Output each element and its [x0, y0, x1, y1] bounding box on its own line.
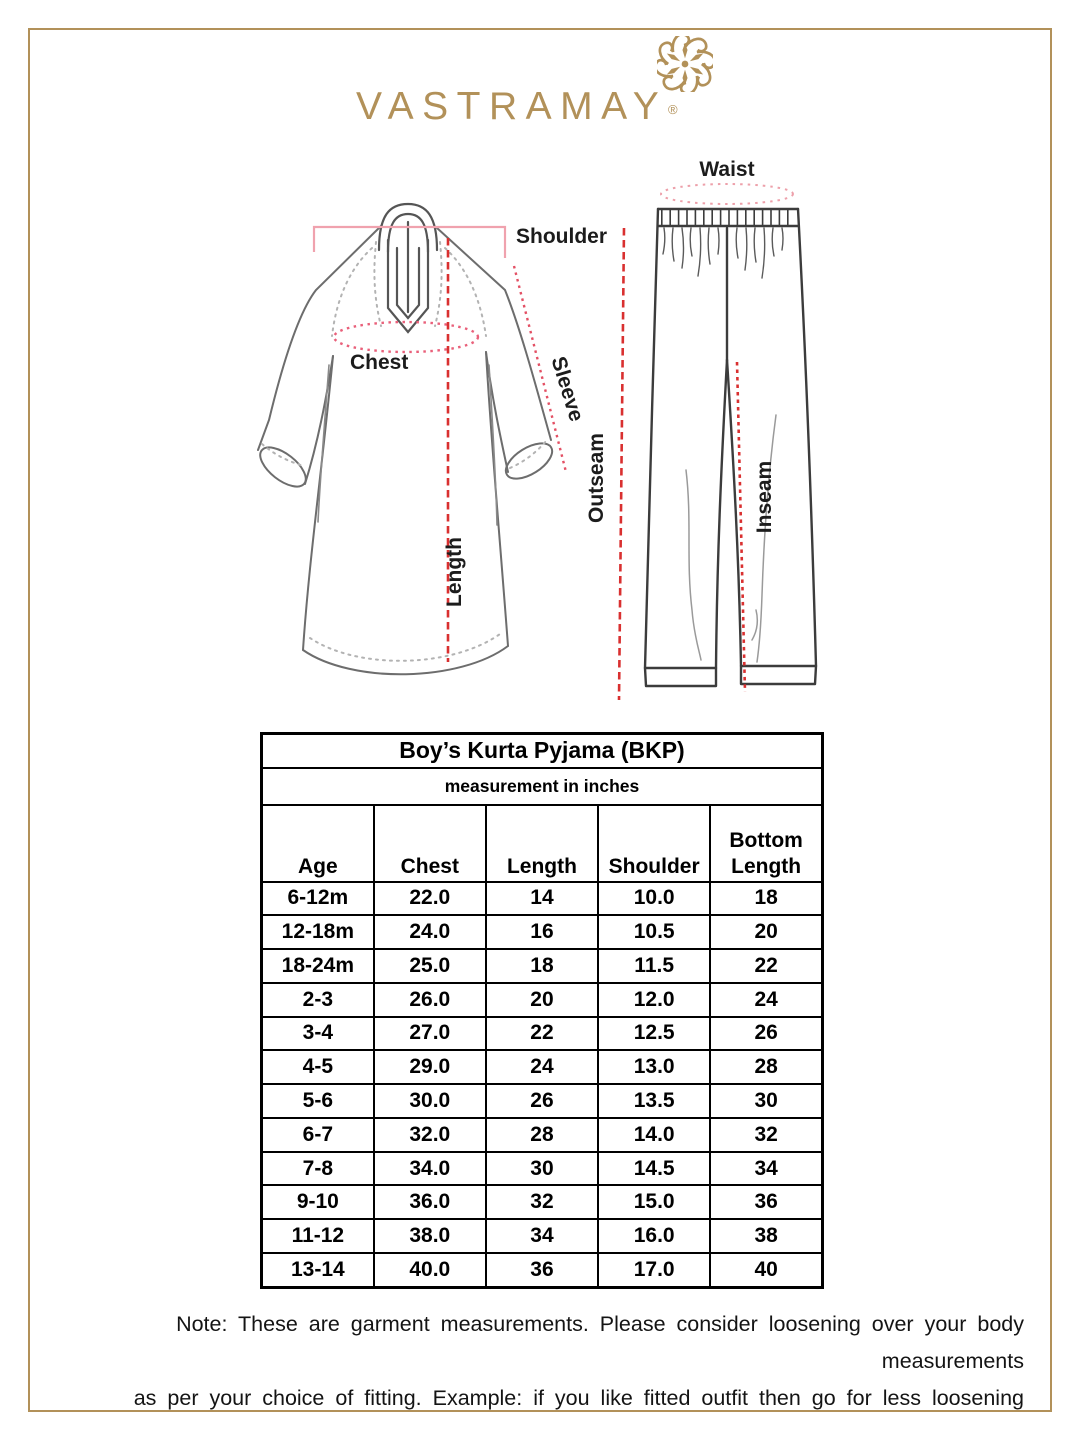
size-chart-section	[260, 732, 824, 1289]
table-cell: 16.0	[598, 1219, 710, 1253]
table-cell: 20	[486, 983, 598, 1017]
table-cell: 18	[486, 949, 598, 983]
outseam-label: Outseam	[585, 433, 608, 523]
table-cell: 14	[486, 882, 598, 916]
table-cell: 32	[710, 1118, 822, 1152]
inseam-label: Inseam	[753, 460, 776, 534]
kurta-drawing	[254, 204, 558, 674]
table-row	[262, 1084, 823, 1118]
table-cell: 4-5	[262, 1050, 374, 1084]
note-line-2: as per your choice of fitting. Example: if you like fitted outfit then go for less loosening	[133, 1386, 1024, 1410]
table-cell: 10.5	[598, 915, 710, 949]
table-cell: 6-7	[262, 1118, 374, 1152]
size-table-header-row	[262, 805, 823, 882]
column-header: Chest	[374, 805, 486, 882]
table-row	[262, 983, 823, 1017]
table-cell: 26	[486, 1084, 598, 1118]
table-cell: 14.5	[598, 1152, 710, 1186]
table-cell: 34.0	[374, 1152, 486, 1186]
table-cell: 11.5	[598, 949, 710, 983]
table-cell: 40.0	[374, 1253, 486, 1288]
table-cell: 7-8	[262, 1152, 374, 1186]
table-cell: 5-6	[262, 1084, 374, 1118]
table-cell: 24	[486, 1050, 598, 1084]
waist-label: Waist	[699, 158, 755, 181]
table-cell: 38	[710, 1219, 822, 1253]
table-cell: 36.0	[374, 1185, 486, 1219]
table-cell: 30.0	[374, 1084, 486, 1118]
registered-trademark-mark: ®	[668, 102, 678, 117]
table-cell: 27.0	[374, 1017, 486, 1051]
table-row	[262, 1017, 823, 1051]
table-cell: 28	[486, 1118, 598, 1152]
table-cell: 12.5	[598, 1017, 710, 1051]
table-cell: 6-12m	[262, 882, 374, 916]
table-row	[262, 1152, 823, 1186]
table-cell: 14.0	[598, 1118, 710, 1152]
shoulder-label: Shoulder	[516, 225, 608, 248]
table-cell: 26	[710, 1017, 822, 1051]
brand-logo-text: VASTRAMAY	[356, 85, 668, 128]
size-table-body	[262, 882, 823, 1288]
table-cell: 2-3	[262, 983, 374, 1017]
table-cell: 9-10	[262, 1185, 374, 1219]
note-line-1: Note: These are garment measurements. Please consider loosening over your body measurements	[176, 1312, 1024, 1373]
table-row	[262, 915, 823, 949]
table-cell: 28	[710, 1050, 822, 1084]
table-cell: 18-24m	[262, 949, 374, 983]
table-cell: 16	[486, 915, 598, 949]
table-row	[262, 1185, 823, 1219]
size-chart-table	[260, 732, 824, 1289]
table-cell: 12-18m	[262, 915, 374, 949]
table-cell: 34	[710, 1152, 822, 1186]
table-cell: 30	[486, 1152, 598, 1186]
table-cell: 32.0	[374, 1118, 486, 1152]
table-cell: 34	[486, 1219, 598, 1253]
table-row	[262, 1219, 823, 1253]
table-cell: 36	[710, 1185, 822, 1219]
table-cell: 18	[710, 882, 822, 916]
table-row	[262, 1050, 823, 1084]
table-cell: 15.0	[598, 1185, 710, 1219]
table-cell: 38.0	[374, 1219, 486, 1253]
table-cell: 13-14	[262, 1253, 374, 1288]
table-cell: 13.0	[598, 1050, 710, 1084]
table-cell: 30	[710, 1084, 822, 1118]
table-title: Boy’s Kurta Pyjama (BKP)	[262, 734, 823, 768]
table-cell: 22	[710, 949, 822, 983]
table-cell: 10.0	[598, 882, 710, 916]
table-cell: 22.0	[374, 882, 486, 916]
length-label: Length	[443, 537, 466, 607]
column-header: Shoulder	[598, 805, 710, 882]
table-cell: 32	[486, 1185, 598, 1219]
table-row	[262, 1253, 823, 1288]
table-title-row	[262, 734, 823, 768]
table-cell: 3-4	[262, 1017, 374, 1051]
table-cell: 12.0	[598, 983, 710, 1017]
table-row	[262, 949, 823, 983]
table-cell: 40	[710, 1253, 822, 1288]
table-cell: 26.0	[374, 983, 486, 1017]
table-subtitle-row	[262, 768, 823, 805]
table-cell: 22	[486, 1017, 598, 1051]
table-row	[262, 1118, 823, 1152]
table-cell: 25.0	[374, 949, 486, 983]
sleeve-label: Sleeve	[546, 353, 588, 425]
brand-ornament-icon	[657, 36, 713, 92]
table-cell: 24.0	[374, 915, 486, 949]
chest-label: Chest	[350, 351, 409, 374]
table-cell: 20	[710, 915, 822, 949]
column-header: Bottom Length	[710, 805, 822, 882]
table-cell: 11-12	[262, 1219, 374, 1253]
table-cell: 29.0	[374, 1050, 486, 1084]
pyjama-drawing	[645, 209, 816, 686]
table-subtitle: measurement in inches	[262, 768, 823, 805]
garment-measurement-diagram	[0, 140, 1080, 732]
measurement-note	[46, 1306, 1024, 1417]
table-row	[262, 882, 823, 916]
table-cell: 13.5	[598, 1084, 710, 1118]
column-header: Age	[262, 805, 374, 882]
table-cell: 24	[710, 983, 822, 1017]
table-cell: 36	[486, 1253, 598, 1288]
table-cell: 17.0	[598, 1253, 710, 1288]
column-header: Length	[486, 805, 598, 882]
